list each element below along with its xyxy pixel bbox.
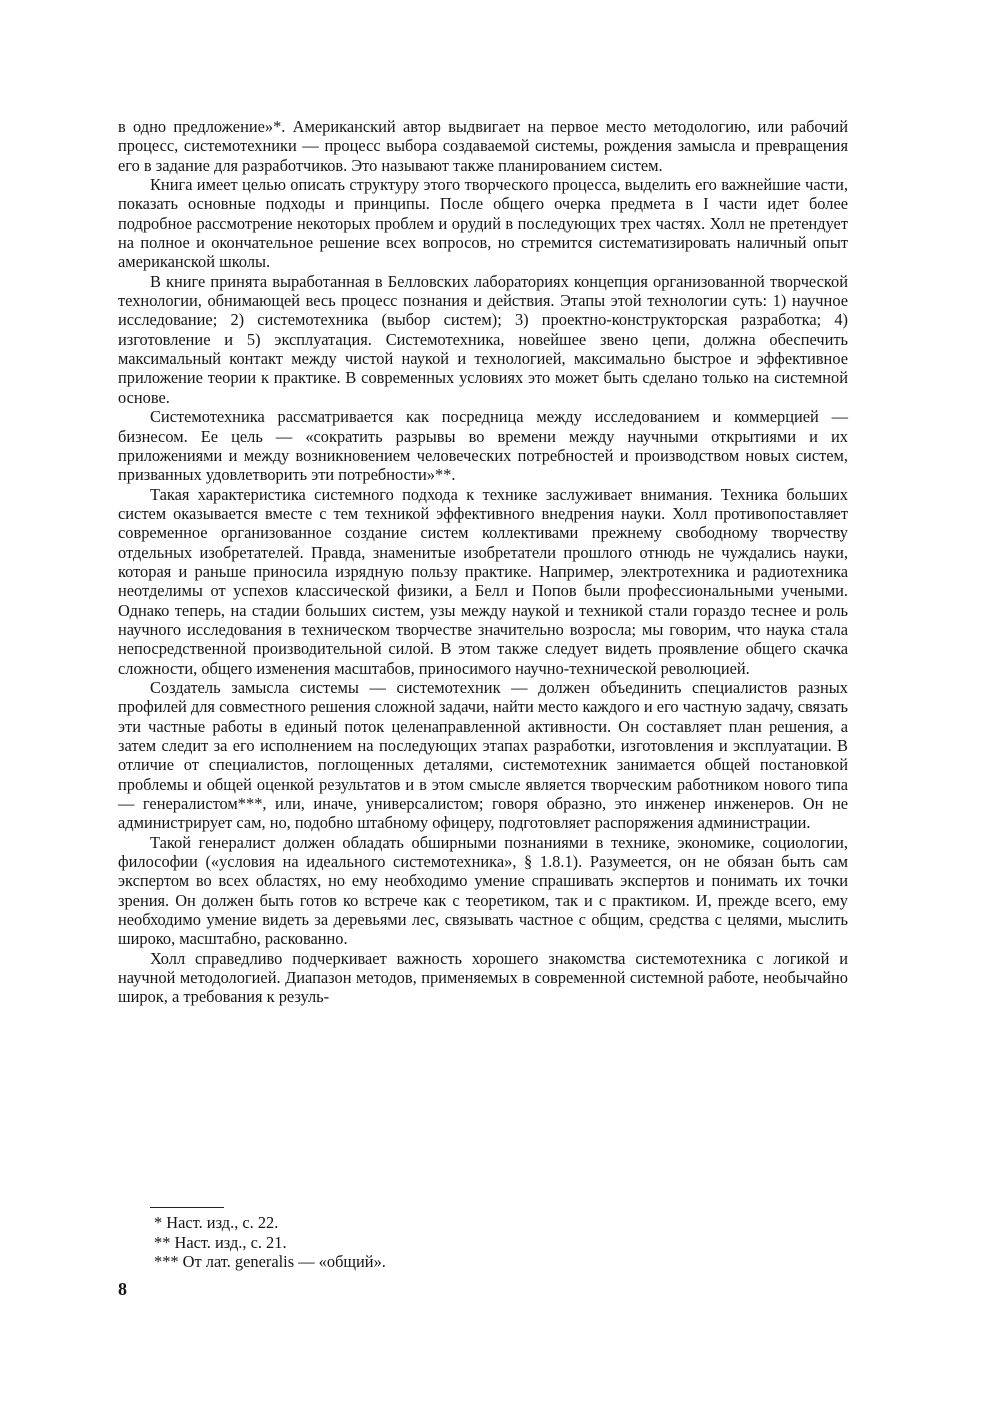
paragraph: Такая характеристика системного подхода к технике заслуживает внимания. Техника больших систем оказывается вместе с тем техникой эффективного внедрения науки. Холл противопоставляет современное организованное создание систем коллективами прежнему свободному творчеству отдельных изобретателей. Правда, знаменитые изобретатели прошлого отнюдь не чуждались науки, которая и раньше приносила изрядную пользу практике. Например, электротехника и радиотехника неотделимы от успехов классической физики, а Белл и Попов были профессиональными учеными. Однако теперь, на стадии больших систем, узы между наукой и техникой стали гораздо теснее и роль научного исследования в техническом творчестве значительно возросла; мы говорим, что наука стала непосредственной производительной силой. В этом также следует видеть проявление общего скачка сложности, общего изменения масштабов, приносимого научно-технической революцией. — [118, 484, 848, 678]
paragraph: Книга имеет целью описать структуру этого творческого процесса, выделить его важнейшие части, показать основные подходы и принципы. После общего очерка предмета в I части идет более подробное рассмотрение некоторых проблем и орудий в последующих трех частях. Холл не претендует на полное и окончательное решение всех вопросов, но стремится систематизировать наличный опыт американской школы. — [118, 175, 848, 272]
paragraph: Создатель замысла системы — системотехник — должен объединить специалистов разных профилей для совместного решения сложной задачи, найти место каждого и его частную задачу, связать эти частные работы в единый поток целенаправленной активности. Он составляет план решения, а затем следит за его исполнением на последующих этапах разработки, изготовления и эксплуатации. В отличие от специалистов, поглощенных деталями, системотехник занимается общей постановкой проблемы и общей оценкой результатов и в этом смысле является творческим работником нового типа — генералистом***, или, иначе, универсалистом; говоря образно, это инженер инженеров. Он не администрирует сам, но, подобно штабному офицеру, подготовляет распоряжения администрации. — [118, 677, 848, 833]
footnote: *** От лат. generalis — «общий». — [154, 1252, 386, 1271]
footnote-divider — [150, 1207, 224, 1208]
footnote: * Наст. изд., с. 22. — [154, 1213, 279, 1232]
body-text — [118, 117, 848, 1007]
paragraph: Такой генералист должен обладать обширными познаниями в технике, экономике, социологии, философии («условия на идеального системотехника», § 1.8.1). Разумеется, он не обязан быть сам экспертом во всех областях, но ему необходимо умение спрашивать экспертов и понимать их точки зрения. Он должен быть готов ко встрече как с теоретиком, так и с практиком. И, прежде всего, ему необходимо умение видеть за деревьями лес, связывать частное с общим, средства с целями, мыслить широко, масштабно, раскованно. — [118, 832, 848, 949]
paragraph: в одно предложение»*. Американский автор выдвигает на первое место методологию, или рабочий процесс, системотехники — процесс выбора создаваемой системы, рождения замысла и превращения его в задание для разработчиков. Это называют также планированием систем. — [118, 117, 848, 175]
paragraph: Холл справедливо подчеркивает важность хорошего знакомства системотехника с логикой и научной методологией. Диапазон методов, применяемых в современной системной работе, необычайно широк, а требования к резуль- — [118, 948, 848, 1007]
footnotes — [154, 1213, 386, 1272]
paragraph: В книге принята выработанная в Белловских лабораториях концепция организованной творческой технологии, обнимающей весь процесс познания и действия. Этапы этой технологии суть: 1) научное исследование; 2) системотехника (выбор систем); 3) проектно-конструкторская разработка; 4) изготовление и 5) эксплуатация. Системотехника, новейшее звено цепи, должна обеспечить максимальный контакт между чистой наукой и технологией, максимально быстрое и эффективное приложение теории к практике. В современных условиях это может быть сделано только на системной основе. — [118, 271, 848, 407]
page-number: 8 — [118, 1279, 127, 1299]
footnote: ** Наст. изд., с. 21. — [154, 1232, 287, 1252]
paragraph: Системотехника рассматривается как посредница между исследованием и коммерцией — бизнесом. Ее цель — «сократить разрывы во времени между научными открытиями и их приложениями и между возникновением человеческих потребностей и производством новых систем, призванных удовлетворить эти потребности»**. — [118, 407, 848, 485]
